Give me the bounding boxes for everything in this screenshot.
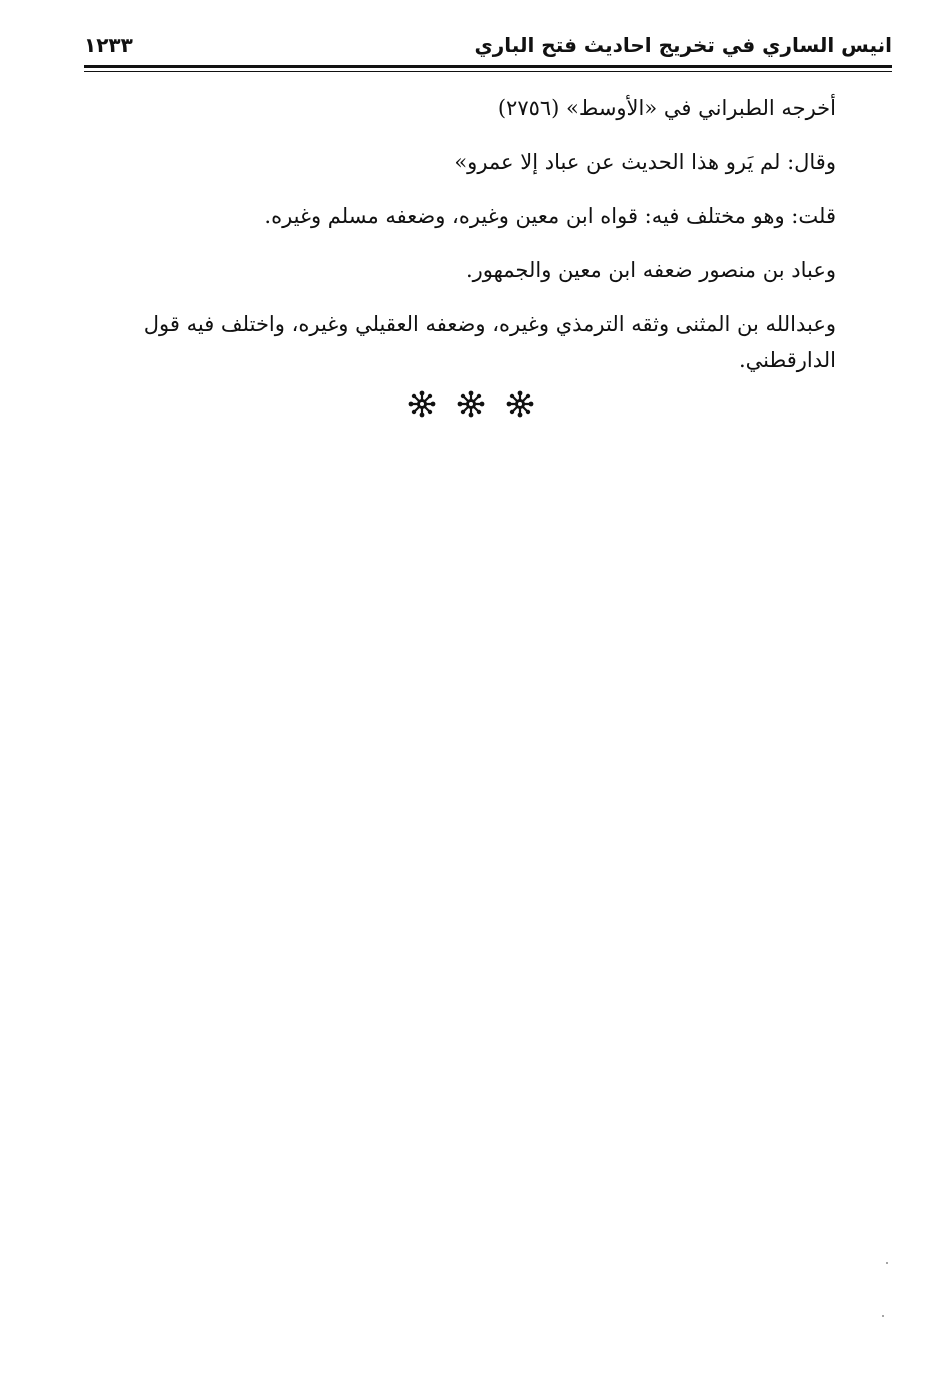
body-text (84, 90, 892, 396)
header-rule-thin (84, 71, 892, 72)
page-number: ١٢٣٣ (84, 33, 133, 57)
ornament-icon (506, 390, 534, 418)
ornament-icon (408, 390, 436, 418)
running-header (84, 30, 892, 64)
paragraph-abbad: وعباد بن منصور ضعفه ابن معين والجمهور. (465, 258, 836, 282)
scan-speck (882, 1315, 884, 1317)
paragraph-takhrij: أخرجه الطبراني في «الأوسط» (٢٧٥٦) (497, 96, 836, 120)
paragraph-qala: وقال: لم يَرو هذا الحديث عن عباد إلا عمرو» (454, 150, 836, 174)
scan-speck (886, 1262, 888, 1264)
section-separator (0, 390, 942, 418)
ornament-icon (457, 390, 485, 418)
header-rule-thick (84, 65, 892, 68)
paragraph-abdullah: وعبدالله بن المثنى وثقه الترمذي وغيره، وضعفه العقيلي وغيره، واختلف فيه قول الدارقطني. (143, 312, 836, 372)
book-title: انيس الساري في تخريج احاديث فتح الباري (474, 33, 892, 57)
paragraph-qultu: قلت: وهو مختلف فيه: قواه ابن معين وغيره، وضعفه مسلم وغيره. (264, 204, 836, 228)
